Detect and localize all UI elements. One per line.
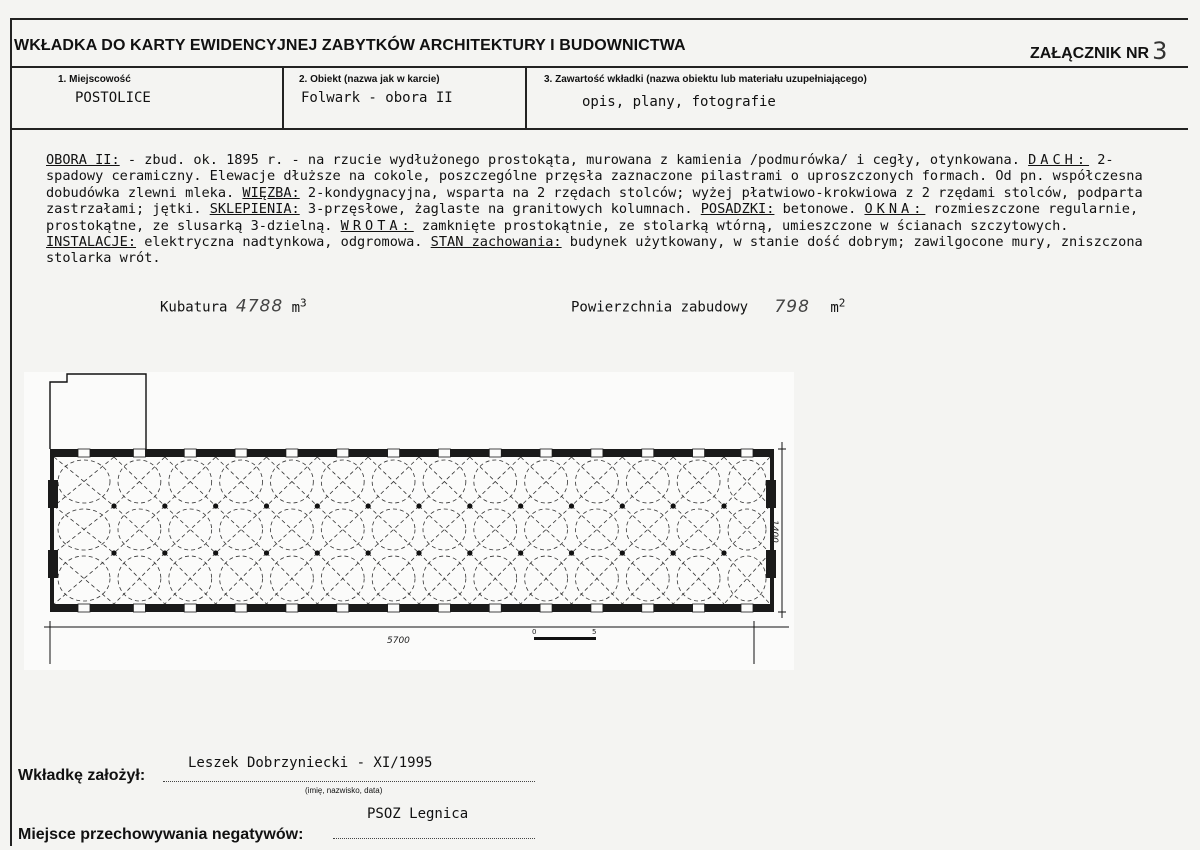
column: [721, 550, 726, 555]
window: [741, 604, 753, 612]
east-gate-1: [766, 480, 776, 508]
window: [286, 604, 298, 612]
window: [591, 604, 603, 612]
volume-value: 4788: [235, 296, 284, 317]
vault-rib: [626, 509, 669, 550]
west-wall: [50, 449, 54, 612]
south-wall: [50, 604, 774, 612]
window: [388, 604, 400, 612]
column: [366, 503, 371, 508]
vault-rib: [525, 509, 568, 550]
field-divider: [282, 66, 284, 128]
vault-rib: [728, 556, 766, 601]
window: [741, 449, 753, 457]
desc-part: rozmieszczone regularnie, prostokątne, ze slusarką 3-dzielną.: [46, 201, 1139, 234]
heading-dach: DACH:: [1028, 152, 1090, 168]
desc-part: 3-przęsłowe, żaglaste na granitowych kolumnach.: [299, 201, 701, 218]
north-wall: [50, 449, 774, 457]
vault-rib: [321, 509, 364, 550]
area-unit-exp: 2: [838, 296, 846, 309]
volume-unit: [291, 296, 307, 316]
column: [518, 503, 523, 508]
window: [489, 449, 501, 457]
vault-rib: [118, 509, 161, 550]
vault-rib: [169, 509, 212, 550]
window: [642, 604, 654, 612]
vault-lines: [54, 457, 770, 604]
area-unit: [830, 296, 846, 316]
volume-label: Kubatura: [160, 299, 228, 316]
vault-rib: [372, 509, 415, 550]
column: [315, 503, 320, 508]
window: [184, 604, 196, 612]
column: [467, 503, 472, 508]
header-fields-row: [10, 66, 1188, 130]
object-value: Folwark - obora II: [301, 90, 453, 106]
window: [540, 449, 552, 457]
column: [467, 550, 472, 555]
column: [213, 503, 218, 508]
column: [162, 503, 167, 508]
floor-plan: [24, 372, 794, 670]
window: [388, 449, 400, 457]
window: [78, 604, 90, 612]
storage-label: Miejsce przechowywania negatywów:: [18, 826, 304, 843]
locality-label: 1. Miejscowość: [58, 74, 131, 85]
heading-sklepienia: SKLEPIENIA:: [209, 201, 300, 218]
field-divider: [525, 66, 527, 128]
width-dimension-label: 1400: [769, 520, 779, 543]
column: [620, 550, 625, 555]
scale-zero-label: 0: [532, 628, 537, 636]
west-gate-2: [48, 550, 58, 578]
locality-value: POSTOLICE: [75, 90, 151, 106]
heading-wiezba: WIĘZBA:: [242, 184, 300, 201]
column: [264, 550, 269, 555]
window: [438, 449, 450, 457]
window: [133, 449, 145, 457]
window: [235, 604, 247, 612]
window: [133, 604, 145, 612]
column: [213, 550, 218, 555]
column: [264, 503, 269, 508]
east-gate-2: [766, 550, 776, 578]
author-label: Wkładkę założył:: [18, 767, 146, 784]
column: [671, 503, 676, 508]
author-dotted-line: [163, 781, 535, 782]
heading-wrota: WROTA:: [340, 217, 414, 234]
window: [591, 449, 603, 457]
heading-posadzki: POSADZKI:: [700, 201, 775, 218]
scale-bar: [534, 637, 596, 640]
windows: [78, 449, 753, 612]
heading-stan: STAN zachowania:: [430, 234, 562, 251]
window: [693, 604, 705, 612]
vault-rib: [423, 509, 466, 550]
object-label: 2. Obiekt (nazwa jak w karcie): [299, 74, 440, 85]
columns: [111, 503, 726, 555]
window: [337, 604, 349, 612]
form-title: WKŁADKA DO KARTY EWIDENCYJNEJ ZABYTKÓW ARCHITEKTURY I BUDOWNICTWA: [14, 37, 686, 54]
window: [235, 449, 247, 457]
heading-obora: OBORA II:: [46, 152, 120, 168]
area-label: Powierzchnia zabudowy: [571, 299, 749, 316]
vault-rib: [728, 460, 766, 503]
column: [366, 550, 371, 555]
area-value: 798: [774, 296, 810, 317]
column: [620, 503, 625, 508]
desc-part: betonowe.: [774, 201, 865, 218]
volume-unit-base: m: [291, 299, 301, 316]
heading-instalacje: INSTALACJE:: [46, 234, 137, 251]
author-note: (imię, nazwisko, data): [305, 786, 383, 795]
desc-part: elektryczna nadtynkowa, odgromowa.: [136, 234, 431, 251]
column: [111, 503, 116, 508]
window: [693, 449, 705, 457]
column: [416, 550, 421, 555]
column: [315, 550, 320, 555]
vault-rib: [220, 509, 263, 550]
window: [642, 449, 654, 457]
storage-value: PSOZ Legnica: [367, 806, 469, 822]
west-gate-1: [48, 480, 58, 508]
vault-rib: [271, 509, 314, 550]
annex-label: [1030, 36, 1167, 64]
column: [416, 503, 421, 508]
desc-part: 2-kondygnacyjna, wsparta na 2 rzędach stolców; wyżej płatwiowo-krokwiowa z 2 rzędami stolców, podparta zastrzałami; jętki.: [46, 184, 1143, 218]
vault-rib: [576, 509, 619, 550]
column: [518, 550, 523, 555]
window: [286, 449, 298, 457]
volume-unit-exp: 3: [300, 296, 307, 309]
window: [78, 449, 90, 457]
area-unit-base: m: [830, 299, 839, 316]
window: [184, 449, 196, 457]
volume-metric: [160, 296, 307, 317]
vault-rib: [728, 509, 766, 550]
heading-okna: OKNA:: [864, 201, 926, 218]
storage-dotted-line: [333, 838, 535, 839]
column: [671, 550, 676, 555]
scale-five-label: 5: [592, 628, 597, 636]
window: [438, 604, 450, 612]
column: [162, 550, 167, 555]
description-text: [46, 152, 1156, 267]
desc-part: zamknięte prostokątnie, ze stolarką wtórną, umieszczone w ścianach szczytowych.: [413, 217, 1069, 234]
annex-label-text: ZAŁĄCZNIK NR: [1030, 45, 1150, 62]
area-metric: [571, 296, 845, 317]
annex-outline: [50, 374, 146, 449]
vault-rib: [677, 509, 720, 550]
length-dimension-label: 5700: [387, 636, 410, 646]
contents-label: 3. Zawartość wkładki (nazwa obiektu lub materiału uzupełniającego): [544, 74, 867, 85]
contents-value: opis, plany, fotografie: [582, 94, 776, 110]
window: [489, 604, 501, 612]
author-value: Leszek Dobrzyniecki - XI/1995: [188, 755, 433, 771]
annex-number: 3: [1152, 37, 1168, 65]
desc-part: budynek użytkowany, w stanie dość dobrym; zawilgocone mury, zniszczona stolarka wrót.: [46, 234, 1143, 267]
column: [721, 503, 726, 508]
window: [337, 449, 349, 457]
window: [540, 604, 552, 612]
column: [569, 550, 574, 555]
vault-rib: [474, 509, 517, 550]
column: [111, 550, 116, 555]
column: [569, 503, 574, 508]
desc-part: 2-spadowy ceramiczny. Elewacje dłuższe na cokole, poszczególne przęsła zaznaczone pilastrami o uproszczonych formach. Od pn. współczesna dobudówka zlewni mleka.: [46, 152, 1143, 201]
floor-plan-drawing: [24, 372, 794, 670]
desc-part: - zbud. ok. 1895 r. - na rzucie wydłużonego prostokąta, murowana z kamienia /podmurówka/ i cegły, otynkowana.: [119, 152, 1029, 168]
